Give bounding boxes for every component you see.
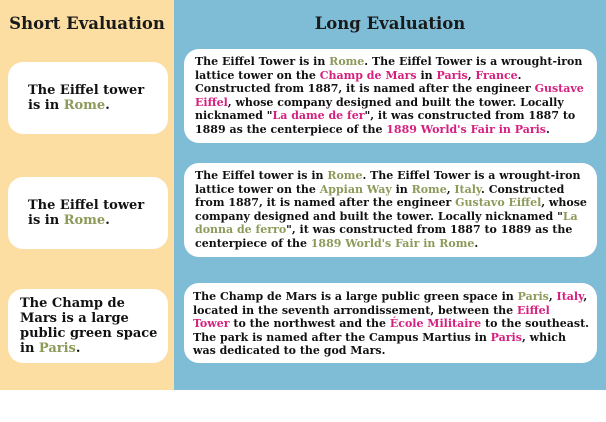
text-segment: . Constructed from 1887, it is named after the engineer bbox=[195, 182, 565, 210]
highlight-correct: Rome bbox=[411, 182, 447, 196]
text-segment: . The Eiffel Tower is a wrought-iron lattice tower on the bbox=[195, 55, 583, 82]
text-segment: The Eiffel Tower is in bbox=[195, 55, 330, 68]
highlight-correct: Italy bbox=[454, 182, 482, 196]
text-segment: . bbox=[105, 213, 110, 228]
highlight-error: 1889 World's Fair in Paris bbox=[386, 122, 546, 136]
highlight-error: Paris bbox=[436, 68, 468, 82]
short-card-1 bbox=[8, 62, 168, 134]
long-card-3-text bbox=[193, 290, 589, 358]
highlight-error: Italy bbox=[556, 290, 584, 303]
text-segment: in bbox=[391, 182, 412, 196]
text-segment: . bbox=[105, 98, 110, 113]
highlight-error: Paris bbox=[490, 330, 522, 344]
long-card-1 bbox=[184, 49, 597, 143]
long-card-2 bbox=[184, 163, 597, 257]
text-segment: . Constructed from 1887, it is named after the engineer bbox=[195, 68, 535, 96]
text-segment: The Eiffel tower is in bbox=[28, 198, 145, 228]
short-evaluation-heading: Short Evaluation bbox=[9, 14, 165, 33]
highlight-error: La dame de fer bbox=[272, 109, 365, 123]
highlight-correct: Paris bbox=[517, 290, 549, 303]
text-segment: in bbox=[416, 68, 437, 82]
text-segment: . bbox=[546, 122, 550, 136]
highlight-correct: Rome bbox=[329, 55, 365, 68]
text-segment: ", it was constructed from 1887 to 1889 as the centerpiece of the bbox=[195, 109, 576, 136]
text-segment: to the northwest and the bbox=[229, 317, 390, 331]
long-evaluation-heading: Long Evaluation bbox=[314, 14, 466, 33]
text-segment: The Eiffel tower is in bbox=[28, 83, 145, 113]
highlight-correct: Rome bbox=[327, 169, 363, 182]
text-segment: ", it was constructed from 1887 to 1889 as the centerpiece of the bbox=[195, 223, 573, 250]
text-segment: , whose company designed and built the tower. Locally nicknamed " bbox=[195, 196, 587, 223]
short-card-1-text bbox=[28, 83, 158, 113]
text-segment: The Eiffel tower is in bbox=[195, 169, 328, 182]
highlight-correct: Rome bbox=[63, 98, 106, 113]
text-segment: , whose company designed and built the tower. Locally nicknamed " bbox=[195, 95, 564, 123]
highlight-error: École Militaire bbox=[389, 317, 482, 331]
text-segment: to the southeast. The park is named after the Campus Martius in bbox=[193, 317, 590, 344]
highlight-error: France bbox=[475, 68, 518, 82]
text-segment: . The Eiffel Tower is a wrought-iron lattice tower on the bbox=[195, 169, 581, 196]
highlight-error: Eiffel Tower bbox=[193, 303, 550, 331]
highlight-error: Champ de Mars bbox=[319, 68, 417, 82]
short-card-3-text bbox=[20, 296, 162, 356]
short-card-3 bbox=[8, 289, 168, 363]
text-segment: , located in the seventh arrondissement, between the bbox=[193, 290, 588, 317]
highlight-correct: La donna de ferro bbox=[195, 209, 578, 237]
highlight-correct: Paris bbox=[38, 341, 76, 356]
text-segment: The Champ de Mars is a large public green space in bbox=[20, 296, 158, 356]
highlight-correct: Gustavo Eiffel bbox=[455, 196, 542, 210]
highlight-correct: Rome bbox=[63, 213, 106, 228]
short-card-2 bbox=[8, 177, 168, 249]
text-segment: The Champ de Mars is a large public green space in bbox=[193, 290, 518, 303]
highlight-error: Gustave Eiffel bbox=[195, 82, 584, 109]
text-segment: , bbox=[467, 68, 476, 82]
text-segment: . bbox=[75, 341, 81, 356]
text-segment: . bbox=[474, 236, 479, 250]
short-card-2-text bbox=[28, 198, 158, 228]
long-card-2-text bbox=[195, 169, 589, 251]
highlight-correct: 1889 World's Fair in Rome bbox=[310, 236, 475, 250]
text-segment: , bbox=[548, 290, 557, 303]
long-card-3 bbox=[184, 283, 597, 363]
long-card-1-text bbox=[195, 55, 589, 137]
highlight-correct: Appian Way bbox=[319, 182, 392, 196]
text-segment: , bbox=[446, 182, 455, 196]
text-segment: , which was dedicated to the god Mars. bbox=[193, 330, 566, 358]
